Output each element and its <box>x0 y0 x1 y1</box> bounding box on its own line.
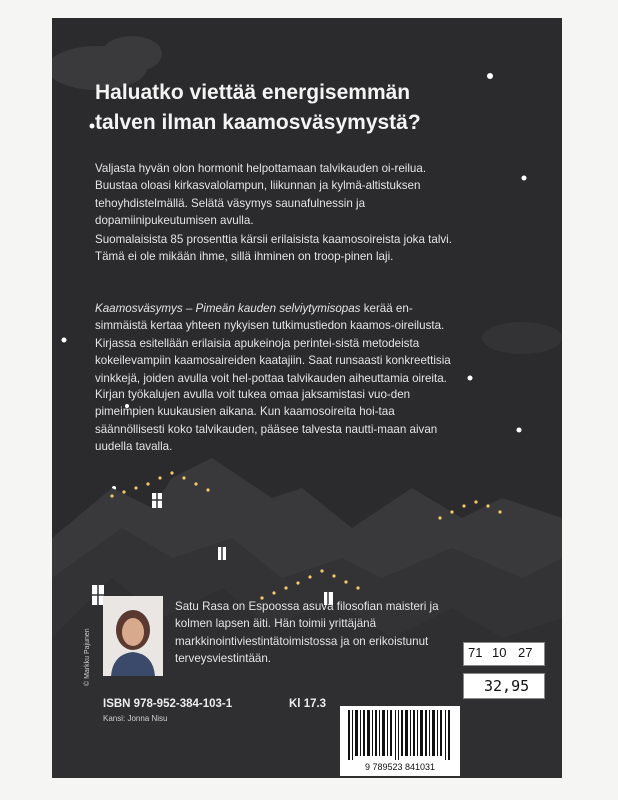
paragraph-3-text: kerää en-simmäistä kertaa yhteen nykyisen tutkimustiedon kaamos-oireilusta. Kirjassa esitellään erilaisia apukeinoja perintei-sistä metodeista kokeilevampiin kaamosaireiden kaatajiin. Saat runsaasti konkreettisia vinkkejä, joiden avulla voit hel-pottaa talvikauden aiheuttamia oireita. <box>95 302 451 385</box>
headline-line-2: talven ilman kaamosväsymystä? <box>95 111 421 134</box>
sticker-code-3: 27 <box>518 645 533 660</box>
cover-credit: Kansi: Jonna Nisu <box>103 714 168 723</box>
photo-credit: © Markku Pajunen <box>84 628 91 686</box>
classification: Kl 17.3 <box>289 698 327 710</box>
book-title-italic: Kaamosväsymys – Pimeän kauden selviytymisopas <box>95 302 361 315</box>
price-sticker <box>463 673 545 699</box>
price: 32,95 <box>484 677 530 695</box>
author-bio: Satu Rasa on Espoossa asuva filosofian maisteri ja kolmen lapsen äiti. Hän toimii yrittäjänä markkinointiviestintätoimistossa ja on erikoistunut terveysviestintään. <box>175 600 439 666</box>
author-photo <box>103 596 163 676</box>
paragraph-4: Kirjan työkalujen avulla voit tukea omaa jaksamistasi vuo-den pimeimpien kuukausien aikana. Kun kaamosoireita hoi-taa säännöllisesti koko talvikauden, pääsee talvesta nautti-maan aivan uudella tavalla. <box>95 388 438 454</box>
paragraph-1: Valjasta hyvän olon hormonit helpottamaan talvikauden oi-reilua. Buustaa oloasi kirkasvalolampun, liikunnan ja kylmä-altistuksen tehoyhdistelmällä. Selätä väsymys saunafulnessin ja dopamiinipukeutumisen avulla. <box>95 162 427 228</box>
headline-line-1: Haluatko viettää energisemmän <box>95 81 411 104</box>
paragraph-2: Suomalaisista 85 prosenttia kärsii erilaisista kaamosoireista joka talvi. Tämä ei ole mikään ihme, sillä ihminen on troop-pinen laji. <box>95 233 452 264</box>
isbn: ISBN 978-952-384-103-1 <box>103 698 233 710</box>
barcode-number: 9 789523 841031 <box>364 762 436 772</box>
paragraph-3 <box>95 300 459 387</box>
code-sticker <box>463 642 545 666</box>
headline <box>95 78 455 138</box>
sticker-code-2: 10 <box>492 645 507 660</box>
sticker-code-1: 71 <box>468 645 483 660</box>
